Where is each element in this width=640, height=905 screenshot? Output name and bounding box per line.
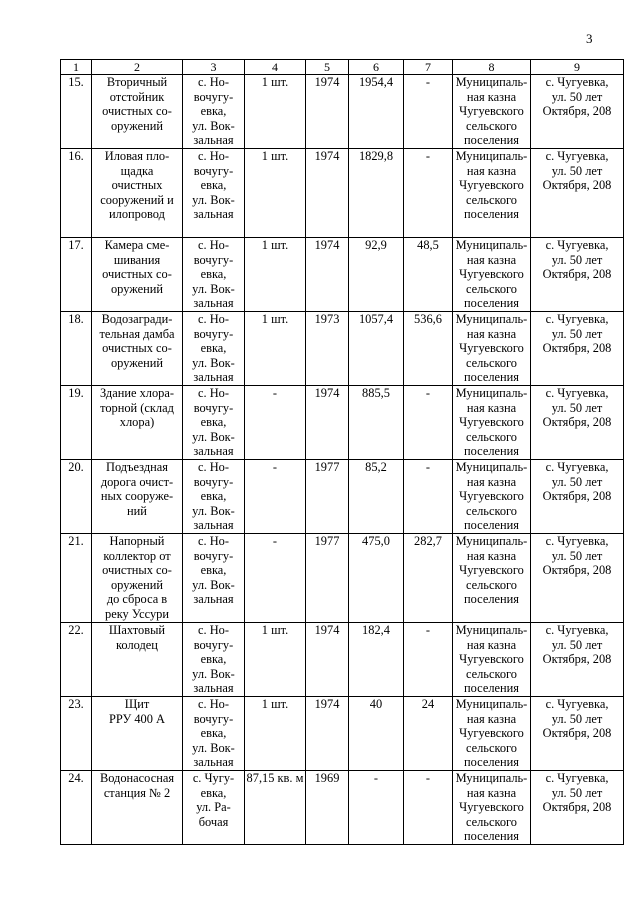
year-cell <box>306 149 349 238</box>
year-cell-text: 1974 <box>314 238 340 252</box>
object-name-cell <box>92 312 183 386</box>
table-row <box>61 75 624 149</box>
residual-value-cell <box>404 238 453 312</box>
location-cell-text: с. Но- вочугу- евка, ул. Вок- зальная <box>192 460 235 533</box>
header-row <box>61 60 624 75</box>
object-name-cell <box>92 460 183 534</box>
quantity-cell-text: 1 шт. <box>261 697 289 711</box>
year-cell <box>306 460 349 534</box>
value-cell-text: 885,5 <box>362 386 390 400</box>
address-cell <box>531 534 624 623</box>
object-name-cell-text: Водонасосная станция № 2 <box>99 771 175 800</box>
row-number-cell <box>61 697 92 771</box>
year-cell <box>306 534 349 623</box>
owner-cell-text: Муниципаль- ная казна Чугуевского сельского поселения <box>455 312 528 385</box>
header-cell: 1 <box>61 60 92 75</box>
address-cell-text: с. Чугуевка, ул. 50 лет Октября, 208 <box>542 771 612 815</box>
quantity-cell-text: 1 шт. <box>261 149 289 163</box>
year-cell-text: 1969 <box>314 771 340 785</box>
location-cell <box>183 460 245 534</box>
quantity-cell <box>245 149 306 238</box>
address-cell-text: с. Чугуевка, ул. 50 лет Октября, 208 <box>542 149 612 193</box>
location-cell <box>183 75 245 149</box>
owner-cell-text: Муниципаль- ная казна Чугуевского сельского поселения <box>455 697 528 770</box>
location-cell <box>183 386 245 460</box>
year-cell-text: 1977 <box>314 534 340 548</box>
row-number-cell-text: 18. <box>68 312 84 326</box>
object-name-cell-text: Напорный коллектор от очистных со- оружений до сброса в реку Уссури <box>102 534 172 621</box>
header-cell: 6 <box>349 60 404 75</box>
object-name-cell-text: Камера сме- шивания очистных со- оружений <box>102 238 172 296</box>
owner-cell <box>453 697 531 771</box>
header-cell: 2 <box>92 60 183 75</box>
object-name-cell-text: Подъездная дорога очист- ных сооруже- ний <box>100 460 174 518</box>
header-cell: 5 <box>306 60 349 75</box>
owner-cell <box>453 460 531 534</box>
owner-cell <box>453 386 531 460</box>
value-cell-text: - <box>373 771 379 785</box>
object-name-cell <box>92 697 183 771</box>
object-name-cell <box>92 238 183 312</box>
year-cell-text: 1974 <box>314 149 340 163</box>
object-name-cell-text: Шахтовый колодец <box>108 623 166 652</box>
year-cell-text: 1973 <box>314 312 340 326</box>
location-cell <box>183 534 245 623</box>
location-cell-text: с. Чугу- евка, ул. Ра- бочая <box>192 771 235 829</box>
residual-value-cell <box>404 149 453 238</box>
address-cell-text: с. Чугуевка, ул. 50 лет Октября, 208 <box>542 697 612 741</box>
object-name-cell-text: Здание хлора- торной (склад хлора) <box>100 386 174 430</box>
quantity-cell-text: - <box>272 534 278 548</box>
residual-value-cell-text: - <box>425 386 431 400</box>
value-cell <box>349 238 404 312</box>
residual-value-cell <box>404 312 453 386</box>
residual-value-cell-text: - <box>425 771 431 785</box>
row-number-cell <box>61 460 92 534</box>
value-cell-text: 1057,4 <box>358 312 394 326</box>
value-cell <box>349 149 404 238</box>
value-cell-text: 40 <box>369 697 383 711</box>
residual-value-cell-text: 536,6 <box>414 312 442 326</box>
table-row <box>61 312 624 386</box>
object-name-cell <box>92 386 183 460</box>
year-cell-text: 1974 <box>314 386 340 400</box>
row-number-cell-text: 20. <box>68 460 84 474</box>
row-number-cell <box>61 623 92 697</box>
address-cell <box>531 771 624 845</box>
table-row <box>61 697 624 771</box>
owner-cell <box>453 771 531 845</box>
address-cell-text: с. Чугуевка, ул. 50 лет Октября, 208 <box>542 386 612 430</box>
value-cell-text: 92,9 <box>365 238 387 252</box>
location-cell-text: с. Но- вочугу- евка, ул. Вок- зальная <box>192 534 235 607</box>
location-cell <box>183 149 245 238</box>
value-cell <box>349 75 404 149</box>
value-cell <box>349 534 404 623</box>
table-row <box>61 771 624 845</box>
quantity-cell-text: 1 шт. <box>261 623 289 637</box>
quantity-cell <box>245 75 306 149</box>
value-cell <box>349 386 404 460</box>
location-cell-text: с. Но- вочугу- евка, ул. Вок- зальная <box>192 697 235 770</box>
residual-value-cell <box>404 75 453 149</box>
residual-value-cell <box>404 534 453 623</box>
owner-cell <box>453 312 531 386</box>
quantity-cell-text: 87,15 кв. м <box>246 771 304 785</box>
year-cell-text: 1974 <box>314 75 340 89</box>
year-cell <box>306 697 349 771</box>
owner-cell-text: Муниципаль- ная казна Чугуевского сельского поселения <box>455 460 528 533</box>
value-cell-text: 182,4 <box>362 623 390 637</box>
value-cell <box>349 771 404 845</box>
year-cell <box>306 771 349 845</box>
owner-cell <box>453 623 531 697</box>
owner-cell <box>453 149 531 238</box>
value-cell <box>349 460 404 534</box>
address-cell-text: с. Чугуевка, ул. 50 лет Октября, 208 <box>542 312 612 356</box>
row-number-cell-text: 16. <box>68 149 84 163</box>
table-row <box>61 149 624 238</box>
address-cell-text: с. Чугуевка, ул. 50 лет Октября, 208 <box>542 623 612 667</box>
year-cell-text: 1974 <box>314 697 340 711</box>
owner-cell-text: Муниципаль- ная казна Чугуевского сельского поселения <box>455 75 528 148</box>
quantity-cell <box>245 312 306 386</box>
year-cell-text: 1974 <box>314 623 340 637</box>
row-number-cell-text: 19. <box>68 386 84 400</box>
residual-value-cell <box>404 386 453 460</box>
object-name-cell <box>92 534 183 623</box>
owner-cell <box>453 75 531 149</box>
residual-value-cell-text: - <box>425 75 431 89</box>
address-cell-text: с. Чугуевка, ул. 50 лет Октября, 208 <box>542 534 612 578</box>
object-name-cell-text: Иловая пло- щадка очистных сооружений и илопровод <box>100 149 174 222</box>
page-number: 3 <box>586 31 593 46</box>
address-cell-text: с. Чугуевка, ул. 50 лет Октября, 208 <box>542 238 612 282</box>
residual-value-cell-text: 48,5 <box>417 238 439 252</box>
object-name-cell <box>92 623 183 697</box>
property-registry-table <box>60 59 624 845</box>
owner-cell-text: Муниципаль- ная казна Чугуевского сельского поселения <box>455 534 528 607</box>
location-cell <box>183 623 245 697</box>
location-cell-text: с. Но- вочугу- евка, ул. Вок- зальная <box>192 623 235 696</box>
value-cell-text: 475,0 <box>362 534 390 548</box>
row-number-cell-text: 17. <box>68 238 84 252</box>
owner-cell-text: Муниципаль- ная казна Чугуевского сельского поселения <box>455 623 528 696</box>
header-cell: 3 <box>183 60 245 75</box>
row-number-cell-text: 21. <box>68 534 84 548</box>
location-cell <box>183 238 245 312</box>
residual-value-cell-text: - <box>425 460 431 474</box>
quantity-cell-text: 1 шт. <box>261 75 289 89</box>
row-number-cell <box>61 534 92 623</box>
owner-cell-text: Муниципаль- ная казна Чугуевского сельского поселения <box>455 149 528 222</box>
value-cell-text: 1954,4 <box>358 75 394 89</box>
quantity-cell <box>245 534 306 623</box>
value-cell-text: 1829,8 <box>358 149 394 163</box>
location-cell-text: с. Но- вочугу- евка, ул. Вок- зальная <box>192 149 235 222</box>
row-number-cell-text: 22. <box>68 623 84 637</box>
row-number-cell-text: 23. <box>68 697 84 711</box>
object-name-cell <box>92 75 183 149</box>
address-cell <box>531 149 624 238</box>
object-name-cell <box>92 771 183 845</box>
residual-value-cell-text: - <box>425 149 431 163</box>
address-cell <box>531 75 624 149</box>
table-row <box>61 534 624 623</box>
row-number-cell <box>61 771 92 845</box>
address-cell <box>531 460 624 534</box>
row-number-cell <box>61 149 92 238</box>
object-name-cell-text: Вторичный отстойник очистных со- оружений <box>102 75 172 133</box>
value-cell <box>349 312 404 386</box>
year-cell <box>306 238 349 312</box>
header-cell: 8 <box>453 60 531 75</box>
location-cell-text: с. Но- вочугу- евка, ул. Вок- зальная <box>192 386 235 459</box>
object-name-cell-text: Водозагради- тельная дамба очистных со- оружений <box>99 312 175 370</box>
residual-value-cell <box>404 697 453 771</box>
quantity-cell <box>245 623 306 697</box>
year-cell <box>306 312 349 386</box>
table-row <box>61 238 624 312</box>
row-number-cell-text: 24. <box>68 771 84 785</box>
owner-cell-text: Муниципаль- ная казна Чугуевского сельского поселения <box>455 386 528 459</box>
residual-value-cell <box>404 623 453 697</box>
residual-value-cell-text: - <box>425 623 431 637</box>
address-cell <box>531 312 624 386</box>
location-cell <box>183 697 245 771</box>
object-name-cell-text: Щит РРУ 400 А <box>109 697 165 726</box>
quantity-cell <box>245 697 306 771</box>
table-row <box>61 623 624 697</box>
year-cell <box>306 623 349 697</box>
address-cell-text: с. Чугуевка, ул. 50 лет Октября, 208 <box>542 460 612 504</box>
value-cell <box>349 697 404 771</box>
value-cell <box>349 623 404 697</box>
row-number-cell-text: 15. <box>68 75 84 89</box>
header-cell: 4 <box>245 60 306 75</box>
owner-cell-text: Муниципаль- ная казна Чугуевского сельского поселения <box>455 771 528 844</box>
location-cell <box>183 771 245 845</box>
year-cell <box>306 386 349 460</box>
table-row <box>61 460 624 534</box>
quantity-cell-text: - <box>272 386 278 400</box>
residual-value-cell <box>404 771 453 845</box>
location-cell-text: с. Но- вочугу- евка, ул. Вок- зальная <box>192 312 235 385</box>
row-number-cell <box>61 386 92 460</box>
residual-value-cell-text: 24 <box>421 697 435 711</box>
quantity-cell <box>245 771 306 845</box>
quantity-cell <box>245 460 306 534</box>
year-cell <box>306 75 349 149</box>
owner-cell <box>453 534 531 623</box>
address-cell <box>531 238 624 312</box>
location-cell <box>183 312 245 386</box>
value-cell-text: 85,2 <box>365 460 387 474</box>
quantity-cell-text: - <box>272 460 278 474</box>
table-row <box>61 386 624 460</box>
row-number-cell <box>61 312 92 386</box>
residual-value-cell-text: 282,7 <box>414 534 442 548</box>
header-cell: 9 <box>531 60 624 75</box>
quantity-cell <box>245 238 306 312</box>
location-cell-text: с. Но- вочугу- евка, ул. Вок- зальная <box>192 75 235 148</box>
address-cell <box>531 697 624 771</box>
quantity-cell <box>245 386 306 460</box>
object-name-cell <box>92 149 183 238</box>
year-cell-text: 1977 <box>314 460 340 474</box>
owner-cell-text: Муниципаль- ная казна Чугуевского сельского поселения <box>455 238 528 311</box>
owner-cell <box>453 238 531 312</box>
row-number-cell <box>61 75 92 149</box>
residual-value-cell <box>404 460 453 534</box>
address-cell <box>531 386 624 460</box>
address-cell-text: с. Чугуевка, ул. 50 лет Октября, 208 <box>542 75 612 119</box>
address-cell <box>531 623 624 697</box>
location-cell-text: с. Но- вочугу- евка, ул. Вок- зальная <box>192 238 235 311</box>
quantity-cell-text: 1 шт. <box>261 238 289 252</box>
quantity-cell-text: 1 шт. <box>261 312 289 326</box>
header-cell: 7 <box>404 60 453 75</box>
row-number-cell <box>61 238 92 312</box>
